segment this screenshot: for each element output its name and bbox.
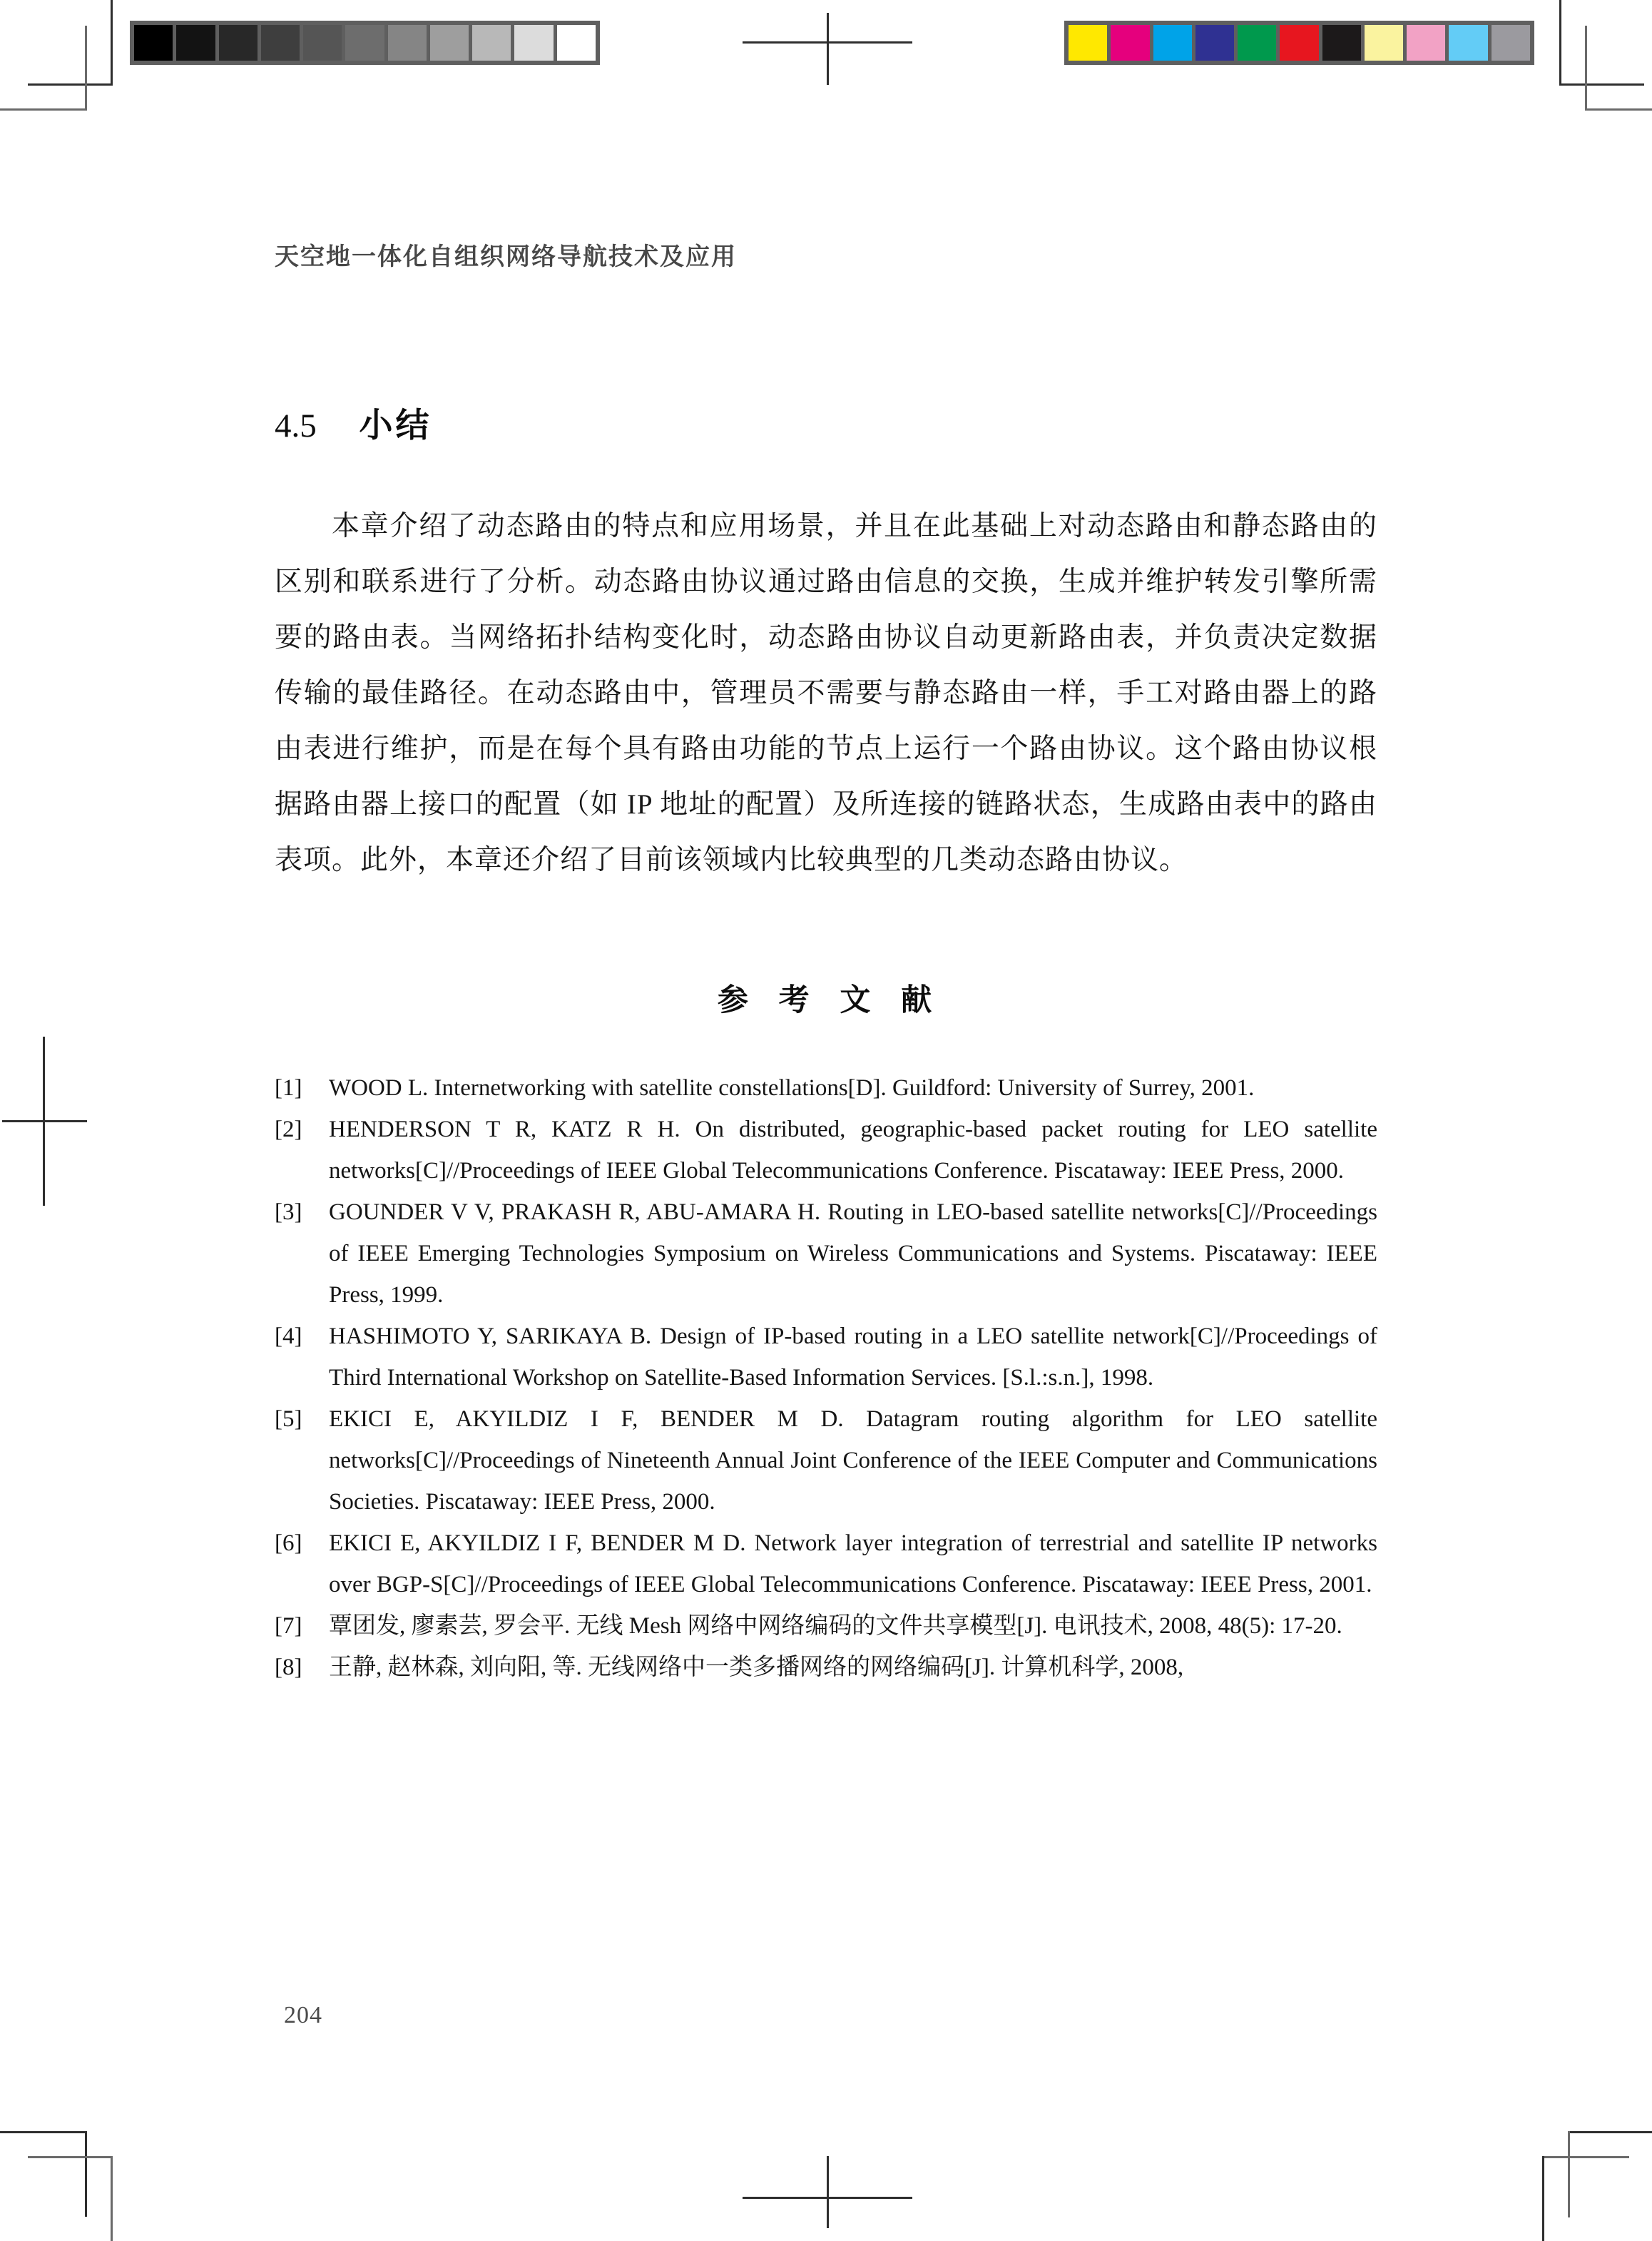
color-swatch (1492, 25, 1530, 61)
register-cross-left-middle (2, 1120, 87, 1122)
reference-text: 覃团发, 廖素芸, 罗会平. 无线 Mesh 网络中网络编码的文件共享模型[J]. 电讯技术, 2008, 48(5): 17-20. (329, 1613, 1342, 1639)
section-body-paragraph: 本章介绍了动态路由的特点和应用场景，并且在此基础上对动态路由和静态路由的区别和联系进行了分析。动态路由协议通过路由信息的交换，生成并维护转发引擎所需要的路由表。当网络拓扑结构变化时，动态路由协议自动更新路由表，并负责决定数据传输的最佳路径。在动态路由中，管理员不需要与静态路由一样，手工对路由器上的路由表进行维护，而是在每个具有路由功能的节点上运行一个路由协议。这个路由协议根据路由器上接口的配置（如 IP 地址的配置）及所连接的链路状态，生成路由表中的路由表项。此外，本章还介绍了目前该领域内比较典型的几类动态路由协议。 (275, 511, 1377, 875)
grayscale-calibration-bar (130, 21, 600, 65)
grayscale-swatch (388, 25, 427, 61)
crop-mark-bottom-right (1568, 2131, 1570, 2217)
reference-text: WOOD L. Internetworking with satellite constellations[D]. Guildford: University of Surrey, 2001. (329, 1075, 1255, 1101)
grayscale-swatch (134, 25, 173, 61)
register-cross-bottom-center (743, 2197, 912, 2199)
reference-item (275, 1191, 1377, 1316)
color-swatch (1238, 25, 1276, 61)
crop-mark-top-right (1559, 0, 1561, 86)
grayscale-swatch (557, 25, 596, 61)
reference-label: [8] (275, 1655, 302, 1680)
section-title: 小结 (359, 407, 432, 444)
reference-text: EKICI E, AKYILDIZ I F, BENDER M D. Network layer integration of terrestrial and satellite IP networks over BGP-S[C]//Proceedings of IEEE Global Telecommunications Conference. Piscataway: IEEE Press, 2001. (329, 1530, 1377, 1597)
reference-label: [6] (275, 1530, 302, 1556)
crop-mark-top-left (85, 26, 87, 110)
register-cross-top-center (743, 41, 912, 44)
reference-label: [7] (275, 1613, 302, 1639)
crop-mark-bottom-right (1542, 2156, 1544, 2241)
reference-text: HENDERSON T R, KATZ R H. On distributed, geographic-based packet routing for LEO satellite networks[C]//Proceedings of IEEE Global Telecommunications Conference. Piscataway: IEEE Press, 2000. (329, 1117, 1377, 1184)
crop-mark-top-right (1585, 26, 1587, 110)
color-swatch (1280, 25, 1318, 61)
reference-label: [3] (275, 1199, 302, 1225)
reference-label: [5] (275, 1406, 302, 1432)
crop-mark-bottom-left (85, 2131, 87, 2217)
color-swatch (1449, 25, 1487, 61)
register-cross-bottom-center (827, 2156, 829, 2228)
reference-text: GOUNDER V V, PRAKASH R, ABU-AMARA H. Routing in LEO-based satellite networks[C]//Proceedings of IEEE Emerging Technologies Symposium on Wireless Communications and Systems. Piscataway: IEEE Press, 1999. (329, 1199, 1377, 1308)
grayscale-swatch (261, 25, 300, 61)
color-swatch (1069, 25, 1107, 61)
references-list (275, 1067, 1377, 1688)
reference-text: EKICI E, AKYILDIZ I F, BENDER M D. Datagram routing algorithm for LEO satellite networks[C]//Proceedings of Nineteenth Annual Joint Conference of the IEEE Computer and Communications Societies. Piscataway: IEEE Press, 2000. (329, 1406, 1377, 1515)
register-cross-top-center (827, 13, 829, 85)
grayscale-swatch (219, 25, 258, 61)
grayscale-swatch (303, 25, 342, 61)
reference-label: [2] (275, 1117, 302, 1142)
grayscale-swatch (472, 25, 511, 61)
grayscale-swatch (176, 25, 215, 61)
crop-mark-bottom-right (1544, 2156, 1629, 2158)
reference-item (275, 1605, 1377, 1647)
references-heading: 参 考 文 献 (717, 984, 935, 1017)
page-number: 204 (284, 2002, 322, 2028)
color-calibration-bar (1064, 21, 1534, 65)
crop-mark-bottom-right (1569, 2131, 1652, 2133)
color-swatch (1407, 25, 1445, 61)
running-head: 天空地一体化自组织网络导航技术及应用 (275, 244, 737, 270)
section-number: 4.5 (275, 407, 317, 444)
reference-item (275, 1067, 1377, 1109)
color-swatch (1365, 25, 1403, 61)
crop-mark-bottom-left (111, 2156, 113, 2241)
crop-mark-bottom-left (28, 2156, 113, 2158)
reference-text: HASHIMOTO Y, SARIKAYA B. Design of IP-based routing in a LEO satellite network[C]//Proceedings of Third International Workshop on Satellite-Based Information Services. [S.l.:s.n.], 1998. (329, 1323, 1377, 1391)
color-swatch (1195, 25, 1234, 61)
reference-item (275, 1523, 1377, 1605)
crop-mark-bottom-left (0, 2131, 87, 2133)
reference-item (275, 1647, 1377, 1688)
grayscale-swatch (345, 25, 384, 61)
reference-item (275, 1109, 1377, 1191)
crop-mark-top-right (1559, 83, 1644, 86)
crop-mark-top-left (0, 108, 87, 111)
reference-label: [4] (275, 1323, 302, 1349)
crop-mark-top-right (1585, 108, 1652, 111)
grayscale-swatch (514, 25, 553, 61)
crop-mark-top-left (111, 0, 113, 86)
grayscale-swatch (430, 25, 469, 61)
color-swatch (1322, 25, 1361, 61)
reference-label: [1] (275, 1075, 302, 1101)
reference-item (275, 1316, 1377, 1398)
color-swatch (1111, 25, 1149, 61)
reference-text: 王静, 赵林森, 刘向阳, 等. 无线网络中一类多播网络的网络编码[J]. 计算机科学, 2008, (329, 1655, 1184, 1680)
crop-mark-top-left (28, 83, 113, 86)
reference-item (275, 1398, 1377, 1523)
color-swatch (1153, 25, 1192, 61)
section-heading (275, 404, 432, 448)
